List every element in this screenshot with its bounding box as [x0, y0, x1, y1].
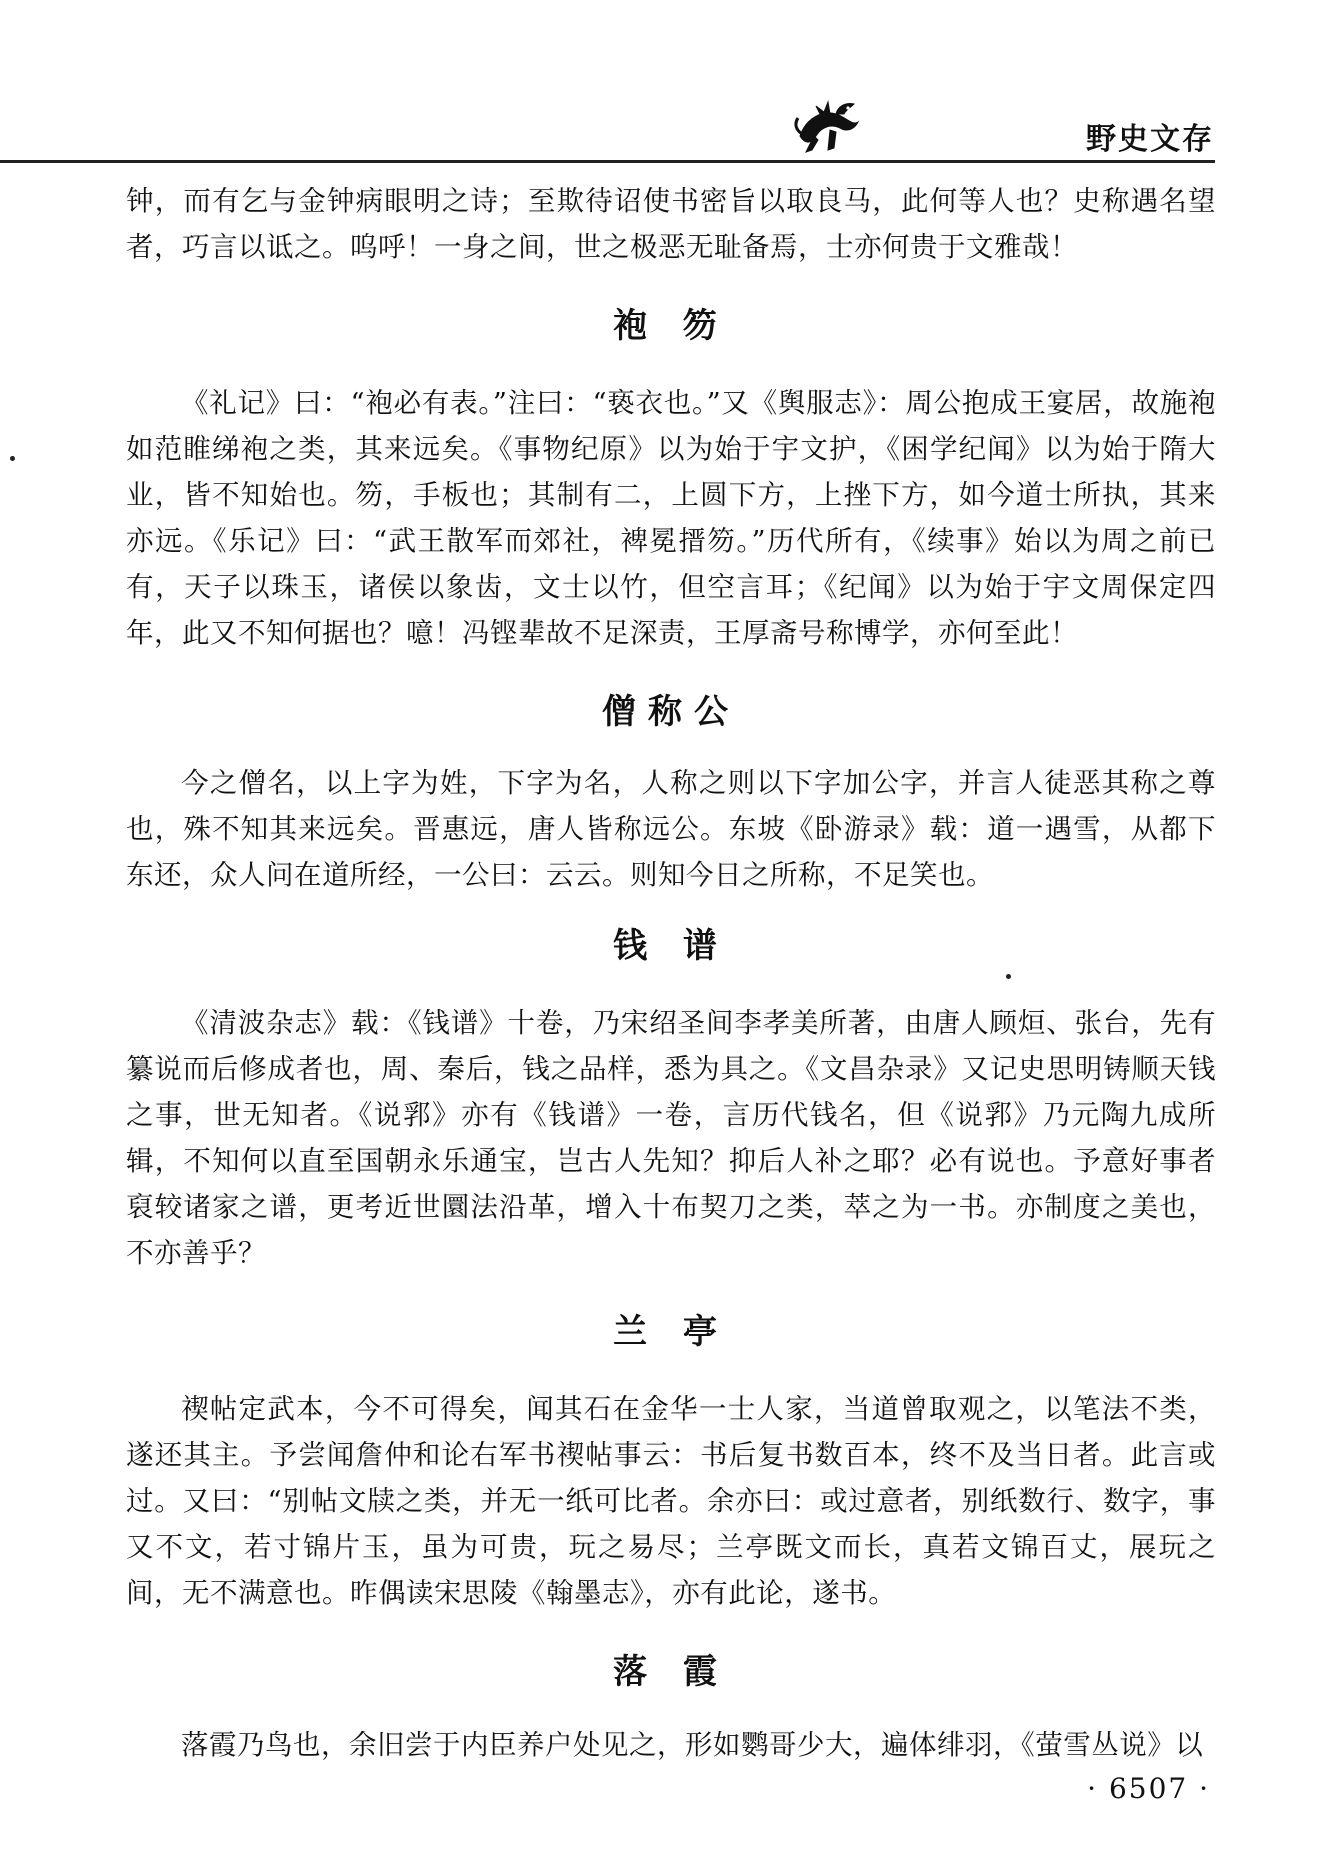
section-title-luoxia: 落 霞: [613, 1652, 729, 1692]
page-number: · 6507 ·: [1087, 1772, 1210, 1805]
paragraph-qianpu: 《清波杂志》载：《钱谱》十卷，乃宋绍圣间李孝美所著，由唐人顾烜、张台，先有纂说而后修成者也，周、秦后，钱之品样，悉为具之。《文昌杂录》又记史思明铸顺天钱之事，世无知者。《说郛》亦有《钱谱》一卷，言历代钱名，但《说郛》乃元陶九成所辑，不知何以直至国朝永乐通宝，岂古人先知？抑后人补之耶？必有说也。予意好事者裒较诸家之谱，更考近世圜法沿革，增入十布契刀之类，萃之为一书。亦制度之美也，不亦善乎？: [126, 1007, 1216, 1269]
section-title-qianpu: 钱 谱: [613, 926, 729, 966]
dragon-icon: [792, 96, 864, 158]
scan-speck: [10, 456, 15, 461]
page-body: [126, 178, 1216, 1768]
page-header: [0, 0, 1322, 170]
scan-speck: [1006, 974, 1011, 979]
section-title-lanting: 兰 亭: [613, 1312, 729, 1352]
paragraph-lanting: 禊帖定武本，今不可得矣，闻其石在金华一士人家，当道曾取观之，以笔法不类，遂还其主。予尝闻詹仲和论右军书禊帖事云：书后复书数百本，终不及当日者。此言或过。又曰：“别帖文牍之类，并无一纸可比者。余亦曰：或过意者，别纸数行、数字，事又不文，若寸锦片玉，虽为可贵，玩之易尽；兰亭既文而长，真若文锦百丈，展玩之间，无不满意也。昨偶读宋思陵《翰墨志》，亦有此论，遂书。: [126, 1393, 1216, 1609]
paragraph-luoxia: 落霞乃鸟也，余旧尝于内臣养户处见之，形如鹦哥少大，遍体绯羽，《萤雪丛说》以: [181, 1729, 1204, 1761]
header-rule: [0, 160, 1215, 163]
section-title-paohu: 袍 笏: [613, 306, 729, 346]
paragraph-sengchenggong: 今之僧名，以上字为姓，下字为名，人称之则以下字加公字，并言人徒恶其称之尊也，殊不知其来远矣。晋惠远，唐人皆称远公。东坡《卧游录》载：道一遇雪，从都下东还，众人问在道所经，一公曰：云云。则知今日之所称，不足笑也。: [126, 767, 1216, 891]
section-title-sengchenggong: 僧称公: [602, 692, 740, 732]
running-header-title: 野史文存: [1086, 122, 1214, 157]
paragraph-continuation: 钟，而有乞与金钟病眼明之诗；至欺待诏使书密旨以取良马，此何等人也？史称遇名望者，巧言以诋之。呜呼！一身之间，世之极恶无耻备焉，士亦何贵于文雅哉！: [126, 185, 1216, 263]
paragraph-paohu: 《礼记》曰：“袍必有表。”注曰：“亵衣也。”又《舆服志》：周公抱成王宴居，故施袍如范睢绨袍之类，其来远矣。《事物纪原》以为始于宇文护，《困学纪闻》以为始于隋大业，皆不知始也。笏，手板也；其制有二，上圆下方，上挫下方，如今道士所执，其来亦远。《乐记》曰：“武王散军而郊社，裨冕搢笏。”历代所有，《续事》始以为周之前已有，天子以珠玉，诸侯以象齿，文士以竹，但空言耳；《纪闻》以为始于宇文周保定四年，此又不知何据也？噫！冯铿辈故不足深责，王厚斋号称博学，亦何至此！: [126, 387, 1216, 649]
